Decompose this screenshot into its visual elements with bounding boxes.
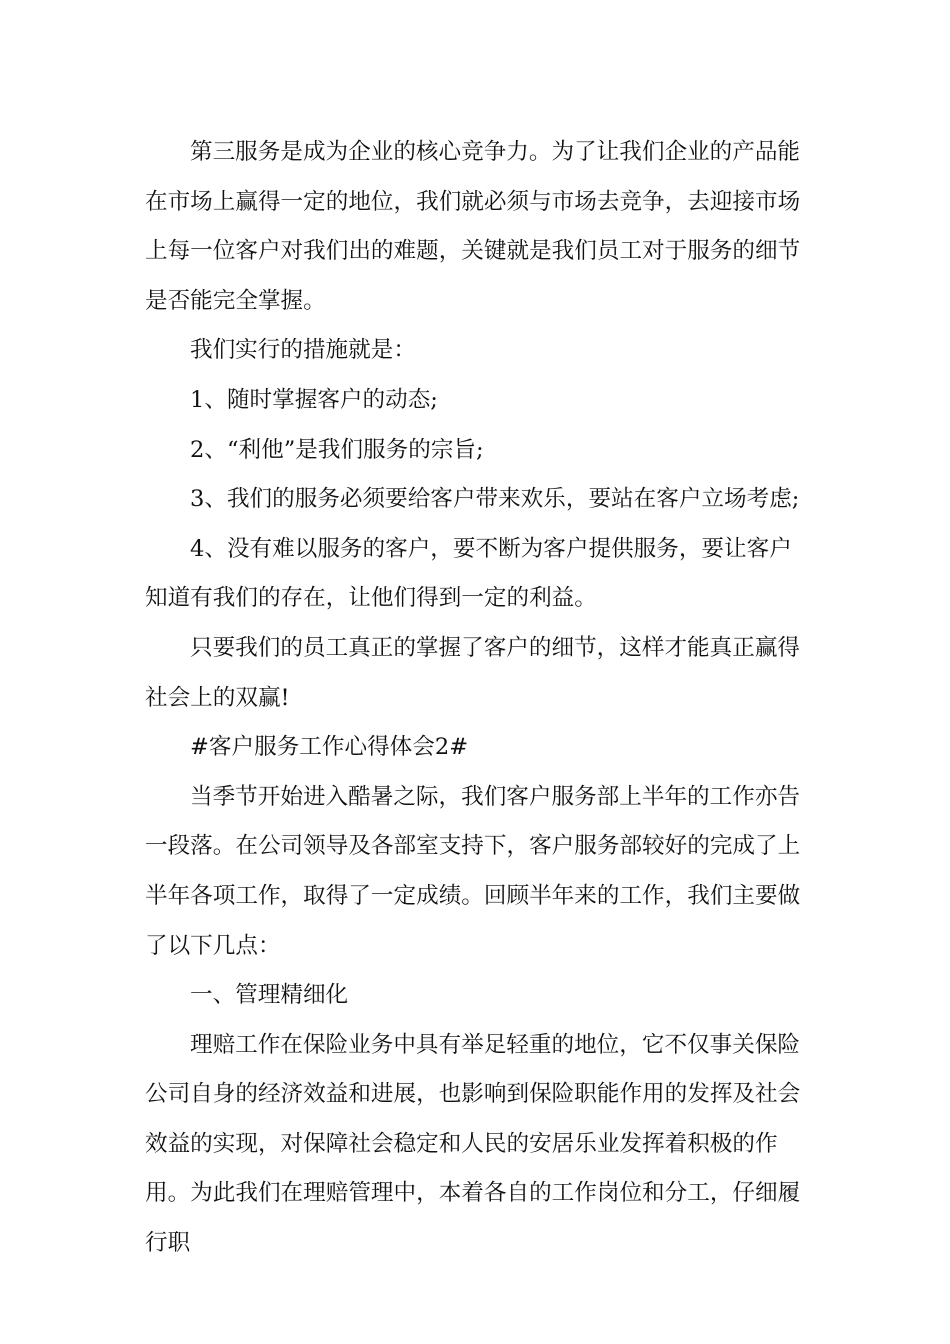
paragraph-conclusion: 只要我们的员工真正的掌握了客户的细节，这样才能真正赢得社会上的双赢! (145, 634, 801, 711)
list-item-4: 4、没有难以服务的客户，要不断为客户提供服务，要让客户知道有我们的存在，让他们得到一定的利益。 (145, 535, 792, 612)
section-heading: #客户服务工作心得体会2# (190, 734, 469, 761)
paragraph-summer-review: 当季节开始进入酷暑之际，我们客户服务部上半年的工作亦告一段落。在公司领导及各部室支持下，客户服务部较好的完成了上半年各项工作，取得了一定成绩。回顾半年来的工作，我们主要做了以下几点： (145, 783, 801, 959)
subheading-management: 一、管理精细化 (190, 982, 349, 1009)
paragraph-claims: 理赔工作在保险业务中具有举足轻重的地位，它不仅事关保险公司自身的经济效益和进展，也影响到保险职能作用的发挥及社会效益的实现，对保障社会稳定和人民的安居乐业发挥着积极的作用。为此我们在理赔管理中，本着各自的工作岗位和分工，仔细履行职 (145, 1031, 801, 1257)
document-body (145, 128, 810, 1269)
list-item-3: 3、我们的服务必须要给客户带来欢乐，要站在客户立场考虑; (190, 486, 800, 513)
paragraph-measures-intro: 我们实行的措施就是： (190, 337, 416, 364)
list-item-1: 1、随时掌握客户的动态; (190, 386, 438, 413)
list-item-2: 2、“利他”是我们服务的宗旨; (190, 436, 484, 463)
paragraph-service-core: 第三服务是成为企业的核心竞争力。为了让我们企业的产品能在市场上赢得一定的地位，我们就必须与市场去竞争，去迎接市场上每一位客户对我们出的难题，关键就是我们员工对于服务的细节是否能完全掌握。 (145, 139, 801, 314)
